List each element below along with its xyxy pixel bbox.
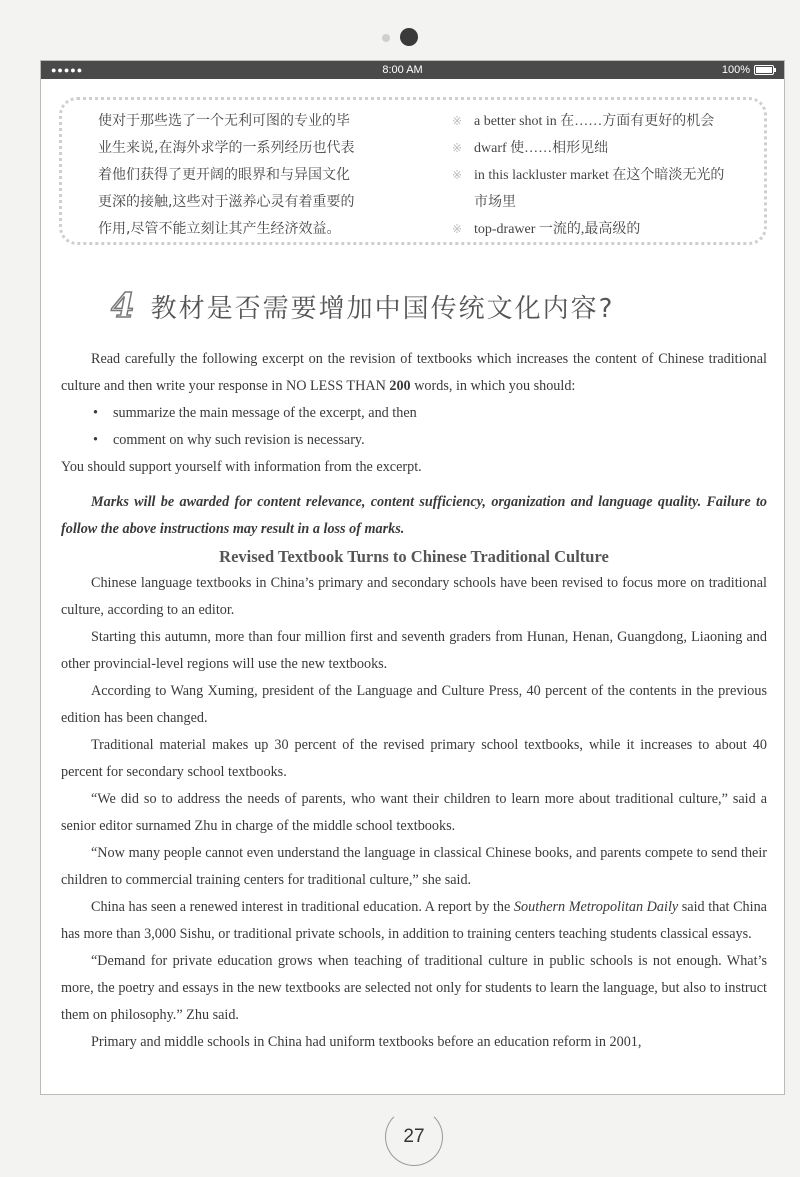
battery-percent: 100%	[721, 64, 750, 76]
page-indicator-dots	[378, 28, 438, 48]
vocab-item: ※ dwarf 使……相形见绌	[452, 135, 772, 162]
signal-icon: ●●●●●	[51, 65, 84, 75]
instruction-support: You should support yourself with information from the excerpt.	[61, 459, 422, 475]
vocab-item: ※ a better shot in 在……方面有更好的机会	[452, 108, 772, 135]
instruction-intro: Read carefully the following excerpt on the revision of textbooks which increases the content of Chinese traditional culture and then write your response in NO LESS THAN 200 words, in which you should:	[61, 351, 767, 394]
translation-text	[98, 108, 428, 243]
vocabulary-box	[59, 97, 767, 245]
translation-line: 着他们获得了更开阔的眼界和与异国文化	[98, 167, 350, 183]
article-paragraph: “Now many people cannot even understand the language in classical Chinese books, and parents compete to send their children to commercial training centers for traditional culture,” she said.	[61, 845, 767, 888]
article-paragraph: Primary and middle schools in China had uniform textbooks before an education reform in 2001,	[91, 1034, 642, 1050]
marks-note: Marks will be awarded for content relevance, content sufficiency, organization and language quality. Failure to follow the above instructions may result in a loss of marks.	[61, 494, 767, 537]
translation-line: 业生来说,在海外求学的一系列经历也代表	[98, 140, 355, 156]
translation-line: 作用,尽管不能立刻让其产生经济效益。	[98, 221, 341, 237]
article-paragraph: China has seen a renewed interest in traditional education. A report by the Southern Metropolitan Daily said that China has more than 3,000 Sishu, or traditional private schools, in addition to training centers teaching students classical essays.	[61, 899, 767, 942]
bullet-item: • comment on why such revision is necessary.	[61, 427, 767, 454]
article-paragraph: “We did so to address the needs of parents, who want their children to learn more about traditional culture,” said a senior editor surnamed Zhu in charge of the middle school textbooks.	[61, 791, 767, 834]
page-dot-inactive	[382, 34, 390, 42]
instruction-bullets	[61, 400, 767, 454]
reference-mark-icon: ※	[452, 114, 463, 128]
vocab-item: ※ top-drawer 一流的,最高级的	[452, 216, 772, 243]
battery-icon	[754, 65, 774, 75]
section-title: 教材是否需要增加中国传统文化内容?	[150, 294, 615, 324]
section-heading	[111, 286, 761, 326]
reference-mark-icon: ※	[452, 168, 463, 182]
reference-mark-icon: ※	[452, 222, 463, 236]
translation-line: 使对于那些选了一个无利可图的专业的毕	[98, 113, 350, 129]
bullet-item: • summarize the main message of the excerpt, and then	[61, 400, 767, 427]
status-bar	[41, 61, 784, 79]
status-time: 8:00 AM	[382, 64, 423, 76]
reference-mark-icon: ※	[452, 141, 463, 155]
article-paragraph: “Demand for private education grows when teaching of traditional culture in public schools is not enough. What’s more, the poetry and essays in the new textbooks are selected not only for students to learn the language, but also to instruct them on philosophy.” Zhu said.	[61, 953, 767, 1023]
page-dot-active	[400, 28, 418, 46]
battery-status	[722, 64, 774, 76]
source-name: Southern Metropolitan Daily	[513, 899, 679, 915]
article-paragraph: Starting this autumn, more than four million first and seventh graders from Hunan, Henan, Guangdong, Liaoning and other provincial-level regions will use the new textbooks.	[61, 629, 767, 672]
article-paragraph: Traditional material makes up 30 percent of the revised primary school textbooks, while it increases to about 40 percent for secondary school textbooks.	[61, 737, 767, 780]
vocab-item-continued: 市场里	[474, 195, 516, 210]
task-content	[61, 346, 767, 1056]
article-paragraph: Chinese language textbooks in China’s primary and secondary schools have been revised to focus more on traditional culture, according to an editor.	[61, 575, 767, 618]
article-title: Revised Textbook Turns to Chinese Traditional Culture	[219, 547, 609, 566]
section-number: 4	[111, 286, 135, 326]
translation-line: 更深的接触,这些对于滋养心灵有着重要的	[98, 194, 355, 210]
tablet-screen	[40, 60, 785, 1095]
vocabulary-list	[452, 108, 772, 243]
vocab-item: ※ in this lackluster market 在这个暗淡无光的	[452, 162, 772, 189]
page-number: 27	[385, 1108, 443, 1166]
article-paragraph: According to Wang Xuming, president of the Language and Culture Press, 40 percent of the contents in the previous edition has been changed.	[61, 683, 767, 726]
